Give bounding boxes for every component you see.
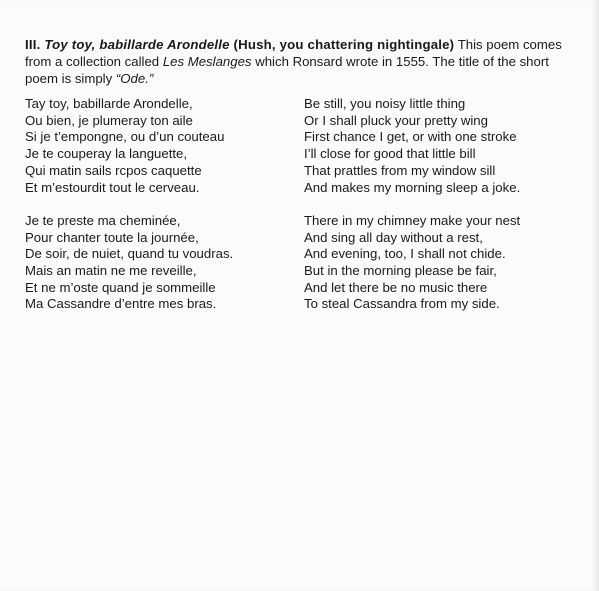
french-line: De soir, de nuiet, quand tu voudras. <box>25 246 234 262</box>
text-block <box>25 36 577 312</box>
english-line: First chance I get, or with one stroke <box>304 129 517 145</box>
heading-french-title: Toy toy, babillarde Arondelle <box>44 37 230 52</box>
english-line: Or I shall pluck your pretty wing <box>304 112 488 128</box>
english-line: To steal Cassandra from my side. <box>304 296 500 312</box>
french-line: Ma Cassandre d’entre mes bras. <box>25 296 217 312</box>
english-column <box>304 96 574 313</box>
english-line: And makes my morning sleep a joke. <box>304 179 521 195</box>
english-stanza-2 <box>304 213 574 313</box>
collection-title: Les Meslanges <box>162 54 252 69</box>
english-line: Be still, you noisy little thing <box>304 96 466 111</box>
french-line: Je te preste ma cheminée, <box>25 212 181 228</box>
english-line: That prattles from my window sill <box>304 162 496 178</box>
french-stanza-2 <box>25 213 295 313</box>
french-line: Je te couperay la languette, <box>25 146 188 162</box>
ode-title: “Ode.” <box>115 71 154 86</box>
poem <box>25 96 577 336</box>
intro-text-1: This poem comes from a collection called <box>25 37 562 69</box>
intro-text-2: which Ronsard wrote in 1555. The title of the short poem is simply <box>25 54 549 86</box>
english-line: And let there be no music there <box>304 279 488 295</box>
french-column <box>25 96 295 313</box>
english-line: And evening, too, I shall not chide. <box>304 246 506 262</box>
french-line: Ou bien, je plumeray ton aile <box>25 112 193 128</box>
french-stanza-1 <box>25 96 295 196</box>
english-line: I’ll close for good that little bill <box>304 146 476 162</box>
heading-translation: (Hush, you chattering nightingale) <box>233 37 455 52</box>
english-line: There in my chimney make your nest <box>304 212 521 228</box>
french-line: Qui matin sails rcpos caquette <box>25 162 202 178</box>
french-line: Si je t’empongne, ou d’un couteau <box>25 129 225 145</box>
intro-paragraph <box>25 36 577 87</box>
english-stanza-1 <box>304 96 574 196</box>
french-line: Tay toy, babillarde Arondelle, <box>25 96 193 111</box>
french-line: Mais an matin ne me reveille, <box>25 263 197 279</box>
song-heading <box>25 37 454 52</box>
heading-roman-numeral: III. <box>25 37 41 52</box>
english-line: But in the morning please be fair, <box>304 263 497 279</box>
english-line: And sing all day without a rest, <box>304 229 483 245</box>
french-line: Et m’estourdit tout le cerveau. <box>25 179 200 195</box>
french-line: Et ne m’oste quand je sommeille <box>25 279 216 295</box>
french-line: Pour chanter toute la journée, <box>25 229 199 245</box>
